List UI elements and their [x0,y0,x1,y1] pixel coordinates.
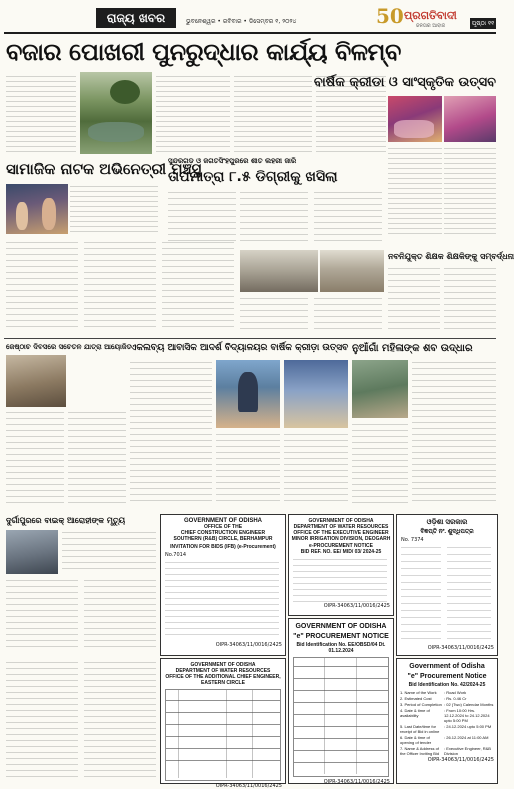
eklavya-photo-1 [216,360,280,428]
ad2-footer: OIPR-34063/11/0016/2425 [323,603,390,609]
ad6-title: "e" Procurement Notice [407,673,487,680]
ad6-row [400,735,494,745]
ad4-footer: OIPR-34063/11/0016/2425 [323,779,390,785]
awareness-story [6,410,126,510]
ad2-dept: DEPARTMENT OF WATER RESOURCES [293,524,389,530]
cold-wave-story [168,190,384,246]
durgapur-story-lower [6,578,156,654]
left-strip-headline: ଜେଷ୍ଠାଚ ଦିବସରେ ସଚେତନ ଯାତ୍ରା ଆୟୋଜିତ [6,343,132,351]
teacher-story [388,266,496,336]
page-number-badge: ପୃଷ୍ଠା ୧୧ [471,20,495,27]
cold-wave-photo-1 [240,250,318,292]
rescue-story [412,360,496,510]
section-divider [4,338,496,339]
teacher-headline: ନବନିଯୁକ୍ତ ଶିକ୍ଷକ ଶିକ୍ଷକିଙ୍କୁ ସମ୍ବର୍ଦ୍ଧନା [388,252,514,261]
eklavya-headline: ଏକଲବ୍ୟ ଆବାସିକ ଆଦର୍ଶ ବିଦ୍ୟାଳୟର ବାର୍ଷିକ କ୍ରୀଡ଼ା ଉତ୍ସବ [130,343,349,353]
ad1-org: GOVERNMENT OF ODISHA [183,518,262,524]
ad3-title: ବିଜ୍ଞପ୍ତି ନଂ. ଶୁଦ୍ଧିପତ୍ର [420,529,474,535]
tender-ad-construction [160,514,286,656]
ad1-title: INVITATION FOR BIDS (IFB) (e-Procurement) [170,544,276,550]
temperature-headline: ତାପମାତ୍ରା ୮.୫ ଡିଗ୍ରୀକୁ ଖସିଲା [168,169,338,185]
eklavya-story [130,360,212,510]
tender-ad-water-resources [288,514,394,616]
ad5-footer: OIPR-34063/11/0016/2425 [215,783,282,789]
tender-ad-eastern-circle [160,658,286,789]
ad6-ref: Bid Identification No. 42/2024-25 [408,682,486,688]
ad5-dept: DEPARTMENT OF WATER RESOURCES [175,668,271,674]
section-title: ରାଜ୍ୟ ଖବର [106,11,166,25]
ad5-office: OFFICE OF THE ADDITIONAL CHIEF ENGINEER, EASTERN CIRCLE [165,674,281,686]
rescue-headline: ନୁଆଁଗାଁ ମହିଳାଙ୍କ ଶବ ଉଦ୍ଧାର [352,343,473,354]
ad3-ref: No. 7374 [401,537,424,543]
tender-ad-odia [396,514,498,656]
ad6-row-value: : 24.12.2024 upto 5:00 PM [444,724,492,729]
ad1-circle: SOUTHERN (R&B) CIRCLE, BERHAMPUR [173,536,273,542]
drama-story-col1 [70,184,158,234]
ad6-row [400,708,494,723]
logo-number: 50 [376,4,404,28]
ad3-footer: OIPR-34063/11/0016/2425 [427,645,494,651]
ad3-header: ଓଡ଼ିଶା ସରକାର [426,519,468,526]
ad6-row [400,702,494,707]
durgapur-story [62,530,156,574]
eklavya-photo-2 [284,360,348,428]
ad2-office: OFFICE OF THE EXECUTIVE ENGINEER [293,530,389,536]
annual-sports-headline: ବାର୍ଷିକ କ୍ରୀଡା ଓ ସାଂସ୍କୃତିକ ଉତ୍ସବ [313,75,496,90]
ad6-table [400,690,494,756]
sports-story-col2 [444,146,496,246]
ad6-row-label: 2. Estimated Cost [400,696,432,701]
ad5-org: GOVERNMENT OF ODISHA [190,662,256,668]
cold-wave-kicker: ସୁନ୍ଦରଗଡ଼ ଓ ଜଗତସିଂହପୁରରେ ଶୀତ ଲହରୀ ଜାରି [168,157,297,165]
ad6-row-value: : Road Work [444,690,467,695]
ad6-row-value: : 02 (Two) Calendar Months [444,702,494,707]
ad6-row-label: 6. Date & time of opening of tender [400,735,432,745]
logo-tagline: ଜନତାର ଆବାଜ [416,23,446,29]
rescue-photo [352,360,408,418]
tender-ad-road-work [396,658,498,784]
ad1-ref: No.7014 [165,552,187,558]
ad6-row [400,690,494,695]
newspaper-logo [376,4,468,32]
ad6-row-label: 1. Name of the Work [400,690,437,695]
cold-wave-story-lower [240,296,384,336]
social-drama-headline: ସାମାଜିକ ନାଟକ ଅଭିନେତ୍ରୀ ମଞ୍ଚସ୍ଥ [6,160,202,178]
ad6-row [400,696,494,701]
rescue-story-left [352,422,408,510]
main-story-col2 [156,74,230,154]
ad2-org: GOVERNMENT OF ODISHA [308,518,374,524]
ad6-org: Government of Odisha [409,663,485,670]
header-rule [4,32,496,34]
ad6-row-value: : Rs. 0.46 Cr [444,696,467,701]
ad6-row-label: 3. Period of Completion [400,702,442,707]
ad2-div: MINOR IRRIGATION DIVISION, DEOGARH [291,536,391,542]
ad6-row-label: 5. Last Date/time for receipt of Bid in online [400,724,440,734]
ad1-sub: OFFICE OF THE [203,524,243,530]
ad1-footer: OIPR-34063/11/0016/2425 [215,642,282,648]
main-headline: ବଜାର ପୋଖରୀ ପୁନରୁଦ୍ଧାର କାର୍ଯ୍ୟ ବିଳମ୍ବ [6,38,401,66]
durgapur-headline: ଦୁର୍ଗାପୁରରେ ବାଇକ୍ ଆରୋହୀଙ୍କ ମୃତ୍ୟୁ [6,516,126,525]
sports-photo-1 [388,96,442,142]
awareness-photo [6,355,66,407]
ad6-footer: OIPR-34063/11/0016/2425 [427,757,494,763]
eklavya-story-lower [216,432,348,510]
bottom-left-story [6,660,156,782]
sports-story-col1 [388,146,442,246]
tender-ad-procurement-notice [288,618,394,784]
date-line: ଭୁବନେଶ୍ୱର • ରବିବାର • ଡିସେମ୍ବର ୧, ୨୦୨୪ [186,18,297,25]
ad6-row-label: 7. Name & Address of the Officer Inviting Bid [400,746,440,756]
drama-story-cols-lower [6,240,236,335]
ad6-row-value: : 26.12.2024 at 11:00 AM [444,735,489,740]
ad1-office: CHIEF CONSTRUCTION ENGINEER [180,530,266,536]
ad6-row-value: : Executive Engineer, R&B Division [444,746,491,756]
ad4-ref: Bid Identification No. EE/OBSD/04 Dt. 01.12.2024 [296,642,386,654]
pond-photo [80,72,152,154]
cold-wave-photo-2 [320,250,384,292]
logo-name: ପ୍ରଗତିବାଦୀ [404,9,457,22]
ad2-title: e-PROCUREMENT NOTICE [309,543,373,549]
ad4-org: GOVERNMENT OF ODISHA [295,623,387,630]
sports-photo-2 [444,96,496,142]
ad6-row-label: 4. Date & time of availability [400,708,430,718]
ad6-row-value: : From 10:00 Hrs. 12.12.2024 to 24.12.2024 upto 5:00 PM [444,708,490,723]
drama-photo [6,184,68,234]
ad6-row [400,746,494,756]
ad2-ref: BID REF. NO. EE/ MID/ 03/ 2024-25 [300,549,382,555]
ad4-title: "e" PROCUREMENT NOTICE [293,633,389,640]
main-story-col1 [6,74,76,154]
ad6-row [400,724,494,734]
durgapur-photo [6,530,58,574]
